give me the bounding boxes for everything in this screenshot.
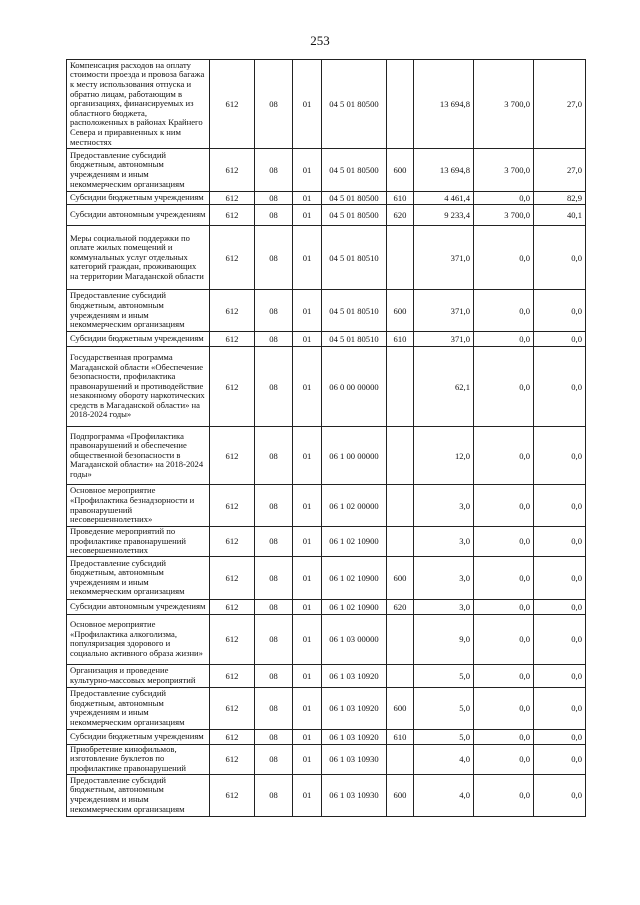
row-section: 08 bbox=[255, 60, 293, 149]
row-target-article: 06 1 02 10900 bbox=[322, 556, 387, 599]
row-ved: 612 bbox=[210, 226, 255, 290]
row-ved: 612 bbox=[210, 729, 255, 744]
row-sum-1: 3,0 bbox=[414, 556, 474, 599]
row-sum-3: 0,0 bbox=[534, 664, 586, 687]
row-name: Субсидии бюджетным учреждениям bbox=[67, 729, 210, 744]
row-ved: 612 bbox=[210, 599, 255, 614]
row-sum-2: 0,0 bbox=[474, 556, 534, 599]
row-section: 08 bbox=[255, 527, 293, 557]
row-ved: 612 bbox=[210, 527, 255, 557]
table-row bbox=[67, 687, 586, 729]
row-name: Основное мероприятие «Профилактика алкоголизма, популяризация здорового и социально активного образа жизни» bbox=[67, 614, 210, 664]
row-target-article: 06 1 02 00000 bbox=[322, 485, 387, 527]
row-subsection: 01 bbox=[293, 729, 322, 744]
row-sum-1: 13 694,8 bbox=[414, 149, 474, 192]
row-sum-3: 27,0 bbox=[534, 60, 586, 149]
row-ved: 612 bbox=[210, 192, 255, 205]
row-expense-type bbox=[387, 664, 414, 687]
row-target-article: 06 1 02 10900 bbox=[322, 599, 387, 614]
row-section: 08 bbox=[255, 687, 293, 729]
table-row bbox=[67, 205, 586, 226]
table-row bbox=[67, 347, 586, 427]
table-row bbox=[67, 192, 586, 205]
row-subsection: 01 bbox=[293, 226, 322, 290]
row-sum-2: 0,0 bbox=[474, 729, 534, 744]
row-sum-3: 0,0 bbox=[534, 744, 586, 774]
table-row bbox=[67, 744, 586, 774]
row-sum-3: 0,0 bbox=[534, 290, 586, 332]
row-expense-type: 610 bbox=[387, 332, 414, 347]
row-sum-2: 0,0 bbox=[474, 226, 534, 290]
row-target-article: 06 1 03 10920 bbox=[322, 664, 387, 687]
row-sum-2: 3 700,0 bbox=[474, 205, 534, 226]
row-sum-1: 3,0 bbox=[414, 527, 474, 557]
table-row bbox=[67, 774, 586, 816]
row-sum-2: 0,0 bbox=[474, 744, 534, 774]
table-row bbox=[67, 485, 586, 527]
row-sum-1: 371,0 bbox=[414, 226, 474, 290]
budget-table bbox=[66, 59, 586, 817]
row-sum-2: 3 700,0 bbox=[474, 149, 534, 192]
row-subsection: 01 bbox=[293, 774, 322, 816]
row-sum-3: 0,0 bbox=[534, 427, 586, 485]
row-subsection: 01 bbox=[293, 485, 322, 527]
row-sum-3: 0,0 bbox=[534, 347, 586, 427]
row-ved: 612 bbox=[210, 427, 255, 485]
table-row bbox=[67, 60, 586, 149]
row-sum-3: 40,1 bbox=[534, 205, 586, 226]
row-expense-type: 620 bbox=[387, 205, 414, 226]
row-ved: 612 bbox=[210, 687, 255, 729]
row-sum-3: 0,0 bbox=[534, 599, 586, 614]
row-name: Меры социальной поддержки по оплате жилых помещений и коммунальных услуг отдельных категорий граждан, проживающих на территории Магаданской области bbox=[67, 226, 210, 290]
row-section: 08 bbox=[255, 614, 293, 664]
row-ved: 612 bbox=[210, 149, 255, 192]
row-subsection: 01 bbox=[293, 664, 322, 687]
row-target-article: 06 0 00 00000 bbox=[322, 347, 387, 427]
row-expense-type: 600 bbox=[387, 290, 414, 332]
row-section: 08 bbox=[255, 205, 293, 226]
row-subsection: 01 bbox=[293, 290, 322, 332]
row-ved: 612 bbox=[210, 774, 255, 816]
table-row bbox=[67, 664, 586, 687]
row-expense-type bbox=[387, 60, 414, 149]
row-expense-type bbox=[387, 347, 414, 427]
row-ved: 612 bbox=[210, 290, 255, 332]
row-sum-3: 0,0 bbox=[534, 687, 586, 729]
row-name: Субсидии автономным учреждениям bbox=[67, 205, 210, 226]
row-subsection: 01 bbox=[293, 427, 322, 485]
row-sum-1: 9 233,4 bbox=[414, 205, 474, 226]
table-row bbox=[67, 226, 586, 290]
table-row bbox=[67, 599, 586, 614]
row-ved: 612 bbox=[210, 556, 255, 599]
table-row bbox=[67, 527, 586, 557]
row-sum-1: 5,0 bbox=[414, 664, 474, 687]
row-ved: 612 bbox=[210, 485, 255, 527]
row-section: 08 bbox=[255, 664, 293, 687]
row-sum-3: 0,0 bbox=[534, 774, 586, 816]
row-expense-type: 620 bbox=[387, 599, 414, 614]
table-row bbox=[67, 556, 586, 599]
row-target-article: 04 5 01 80500 bbox=[322, 205, 387, 226]
row-sum-1: 3,0 bbox=[414, 599, 474, 614]
row-sum-2: 0,0 bbox=[474, 192, 534, 205]
row-sum-1: 4,0 bbox=[414, 744, 474, 774]
row-target-article: 06 1 03 10930 bbox=[322, 744, 387, 774]
row-sum-2: 0,0 bbox=[474, 774, 534, 816]
row-expense-type: 610 bbox=[387, 729, 414, 744]
row-subsection: 01 bbox=[293, 205, 322, 226]
row-sum-2: 0,0 bbox=[474, 614, 534, 664]
row-sum-3: 0,0 bbox=[534, 226, 586, 290]
row-target-article: 04 5 01 80500 bbox=[322, 60, 387, 149]
row-target-article: 06 1 03 10930 bbox=[322, 774, 387, 816]
row-name: Основное мероприятие «Профилактика безнадзорности и правонарушений несовершеннолетних» bbox=[67, 485, 210, 527]
row-target-article: 06 1 02 10900 bbox=[322, 527, 387, 557]
row-subsection: 01 bbox=[293, 347, 322, 427]
row-expense-type: 600 bbox=[387, 556, 414, 599]
row-sum-1: 5,0 bbox=[414, 687, 474, 729]
row-section: 08 bbox=[255, 744, 293, 774]
row-ved: 612 bbox=[210, 614, 255, 664]
row-sum-1: 3,0 bbox=[414, 485, 474, 527]
row-sum-1: 371,0 bbox=[414, 290, 474, 332]
row-section: 08 bbox=[255, 729, 293, 744]
row-sum-3: 27,0 bbox=[534, 149, 586, 192]
row-ved: 612 bbox=[210, 60, 255, 149]
row-section: 08 bbox=[255, 485, 293, 527]
row-expense-type bbox=[387, 744, 414, 774]
row-section: 08 bbox=[255, 290, 293, 332]
row-sum-1: 12,0 bbox=[414, 427, 474, 485]
row-sum-2: 0,0 bbox=[474, 664, 534, 687]
row-name: Предоставление субсидий бюджетным, автономным учреждениям и иным некоммерческим организациям bbox=[67, 774, 210, 816]
row-sum-1: 4,0 bbox=[414, 774, 474, 816]
row-section: 08 bbox=[255, 427, 293, 485]
row-sum-1: 371,0 bbox=[414, 332, 474, 347]
row-name: Организация и проведение культурно-массовых мероприятий bbox=[67, 664, 210, 687]
row-section: 08 bbox=[255, 226, 293, 290]
row-sum-2: 0,0 bbox=[474, 599, 534, 614]
row-sum-1: 9,0 bbox=[414, 614, 474, 664]
row-sum-2: 0,0 bbox=[474, 687, 534, 729]
row-name: Подпрограмма «Профилактика правонарушений и обеспечение общественной безопасности в Магаданской области» на 2018-2024 годы» bbox=[67, 427, 210, 485]
row-sum-1: 4 461,4 bbox=[414, 192, 474, 205]
row-sum-2: 0,0 bbox=[474, 485, 534, 527]
row-subsection: 01 bbox=[293, 556, 322, 599]
row-target-article: 04 5 01 80500 bbox=[322, 192, 387, 205]
row-expense-type: 600 bbox=[387, 687, 414, 729]
row-subsection: 01 bbox=[293, 687, 322, 729]
row-name: Субсидии бюджетным учреждениям bbox=[67, 332, 210, 347]
row-section: 08 bbox=[255, 192, 293, 205]
row-name: Предоставление субсидий бюджетным, автономным учреждениям и иным некоммерческим организациям bbox=[67, 290, 210, 332]
row-sum-1: 5,0 bbox=[414, 729, 474, 744]
row-section: 08 bbox=[255, 774, 293, 816]
row-expense-type bbox=[387, 427, 414, 485]
row-sum-1: 13 694,8 bbox=[414, 60, 474, 149]
row-expense-type: 610 bbox=[387, 192, 414, 205]
row-subsection: 01 bbox=[293, 60, 322, 149]
page-number: 253 bbox=[310, 33, 330, 48]
row-subsection: 01 bbox=[293, 527, 322, 557]
row-target-article: 06 1 03 10920 bbox=[322, 729, 387, 744]
row-target-article: 04 5 01 80500 bbox=[322, 149, 387, 192]
row-target-article: 06 1 00 00000 bbox=[322, 427, 387, 485]
row-name: Субсидии автономным учреждениям bbox=[67, 599, 210, 614]
row-sum-2: 0,0 bbox=[474, 290, 534, 332]
row-sum-2: 0,0 bbox=[474, 347, 534, 427]
row-target-article: 06 1 03 10920 bbox=[322, 687, 387, 729]
row-sum-3: 82,9 bbox=[534, 192, 586, 205]
row-subsection: 01 bbox=[293, 149, 322, 192]
row-sum-2: 0,0 bbox=[474, 427, 534, 485]
row-sum-3: 0,0 bbox=[534, 614, 586, 664]
row-sum-3: 0,0 bbox=[534, 527, 586, 557]
row-subsection: 01 bbox=[293, 192, 322, 205]
row-name: Компенсация расходов на оплату стоимости проезда и провоза багажа к месту использования отпуска и обратно лицам, работающим в организациях, финансируемых из областного бюджета, расположенных в районах Крайнего Севера и приравненных к ним местностях bbox=[67, 60, 210, 149]
row-sum-3: 0,0 bbox=[534, 332, 586, 347]
row-name: Предоставление субсидий бюджетным, автономным учреждениям и иным некоммерческим организациям bbox=[67, 149, 210, 192]
row-sum-3: 0,0 bbox=[534, 729, 586, 744]
row-target-article: 06 1 03 00000 bbox=[322, 614, 387, 664]
row-sum-2: 0,0 bbox=[474, 332, 534, 347]
row-sum-1: 62,1 bbox=[414, 347, 474, 427]
row-expense-type bbox=[387, 485, 414, 527]
row-expense-type: 600 bbox=[387, 774, 414, 816]
row-name: Проведение мероприятий по профилактике правонарушений несовершеннолетних bbox=[67, 527, 210, 557]
row-ved: 612 bbox=[210, 744, 255, 774]
table-row bbox=[67, 290, 586, 332]
row-expense-type bbox=[387, 614, 414, 664]
row-subsection: 01 bbox=[293, 599, 322, 614]
row-target-article: 04 5 01 80510 bbox=[322, 332, 387, 347]
row-section: 08 bbox=[255, 347, 293, 427]
row-name: Предоставление субсидий бюджетным, автономным учреждениям и иным некоммерческим организациям bbox=[67, 687, 210, 729]
row-ved: 612 bbox=[210, 332, 255, 347]
row-expense-type bbox=[387, 527, 414, 557]
table-row bbox=[67, 427, 586, 485]
row-name: Предоставление субсидий бюджетным, автономным учреждениям и иным некоммерческим организациям bbox=[67, 556, 210, 599]
table-row bbox=[67, 614, 586, 664]
row-section: 08 bbox=[255, 556, 293, 599]
row-section: 08 bbox=[255, 149, 293, 192]
row-name: Субсидии бюджетным учреждениям bbox=[67, 192, 210, 205]
row-sum-2: 3 700,0 bbox=[474, 60, 534, 149]
row-expense-type bbox=[387, 226, 414, 290]
table-row bbox=[67, 332, 586, 347]
row-section: 08 bbox=[255, 599, 293, 614]
row-section: 08 bbox=[255, 332, 293, 347]
row-sum-3: 0,0 bbox=[534, 485, 586, 527]
row-target-article: 04 5 01 80510 bbox=[322, 226, 387, 290]
row-name: Государственная программа Магаданской области «Обеспечение безопасности, профилактика правонарушений и противодействие незаконному обороту наркотических средств в Магаданской области» на 2018-2024 годы» bbox=[67, 347, 210, 427]
row-subsection: 01 bbox=[293, 332, 322, 347]
table-row bbox=[67, 149, 586, 192]
row-subsection: 01 bbox=[293, 744, 322, 774]
row-subsection: 01 bbox=[293, 614, 322, 664]
row-sum-3: 0,0 bbox=[534, 556, 586, 599]
row-sum-2: 0,0 bbox=[474, 527, 534, 557]
row-ved: 612 bbox=[210, 347, 255, 427]
row-target-article: 04 5 01 80510 bbox=[322, 290, 387, 332]
row-name: Приобретение кинофильмов, изготовление буклетов по профилактике правонарушений bbox=[67, 744, 210, 774]
row-expense-type: 600 bbox=[387, 149, 414, 192]
row-ved: 612 bbox=[210, 205, 255, 226]
row-ved: 612 bbox=[210, 664, 255, 687]
table-row bbox=[67, 729, 586, 744]
